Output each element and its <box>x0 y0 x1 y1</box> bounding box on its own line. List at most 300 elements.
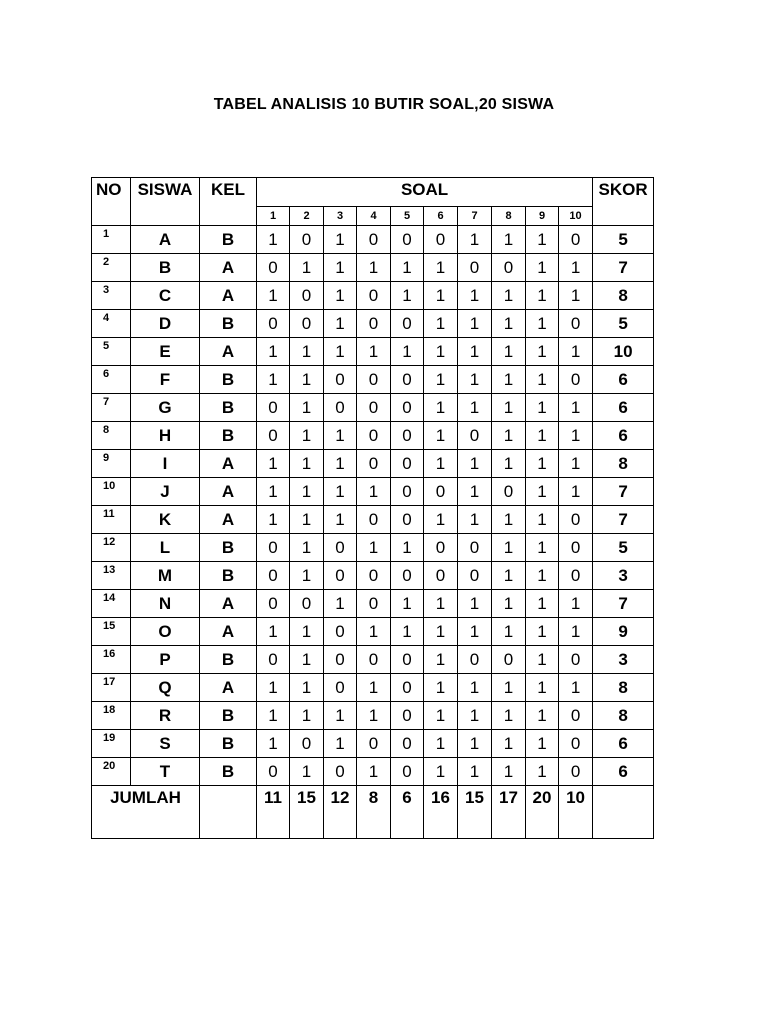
answer-cell: 1 <box>526 226 559 254</box>
answer-cell: 0 <box>559 534 593 562</box>
answer-cell: 1 <box>526 282 559 310</box>
header-soal: SOAL <box>257 178 593 207</box>
header-row <box>92 178 654 207</box>
table-row <box>92 338 654 366</box>
group-cell: B <box>200 534 257 562</box>
answer-cell: 0 <box>357 226 391 254</box>
header-siswa: SISWA <box>131 178 200 226</box>
answer-cell: 0 <box>391 562 424 590</box>
score-cell: 7 <box>593 590 654 618</box>
answer-cell: 1 <box>526 758 559 786</box>
total-cell: 16 <box>424 786 458 839</box>
header-kel: KEL <box>200 178 257 226</box>
answer-cell: 1 <box>458 618 492 646</box>
answer-cell: 0 <box>424 534 458 562</box>
answer-cell: 1 <box>559 590 593 618</box>
question-number: 10 <box>559 207 593 226</box>
answer-cell: 0 <box>324 674 357 702</box>
answer-cell: 1 <box>290 618 324 646</box>
answer-cell: 1 <box>324 282 357 310</box>
score-cell: 5 <box>593 226 654 254</box>
answer-cell: 0 <box>357 282 391 310</box>
group-cell: B <box>200 226 257 254</box>
table-row <box>92 646 654 674</box>
group-cell: B <box>200 366 257 394</box>
answer-cell: 0 <box>357 506 391 534</box>
score-cell: 10 <box>593 338 654 366</box>
answer-cell: 1 <box>424 422 458 450</box>
answer-cell: 0 <box>559 730 593 758</box>
table-row <box>92 450 654 478</box>
total-cell: 11 <box>257 786 290 839</box>
answer-cell: 0 <box>290 310 324 338</box>
table-row <box>92 226 654 254</box>
answer-cell: 1 <box>458 226 492 254</box>
answer-cell: 0 <box>391 310 424 338</box>
answer-cell: 0 <box>324 394 357 422</box>
answer-cell: 1 <box>559 618 593 646</box>
group-cell: B <box>200 422 257 450</box>
row-number: 18 <box>92 702 131 730</box>
answer-cell: 0 <box>290 226 324 254</box>
answer-cell: 1 <box>290 422 324 450</box>
answer-cell: 0 <box>391 730 424 758</box>
score-cell: 6 <box>593 366 654 394</box>
answer-cell: 1 <box>257 226 290 254</box>
answer-cell: 0 <box>290 730 324 758</box>
header-skor: SKOR <box>593 178 654 226</box>
answer-cell: 1 <box>526 618 559 646</box>
answer-cell: 1 <box>324 422 357 450</box>
group-cell: A <box>200 506 257 534</box>
score-cell: 9 <box>593 618 654 646</box>
total-row <box>92 786 654 839</box>
group-cell: A <box>200 590 257 618</box>
group-cell: A <box>200 338 257 366</box>
answer-cell: 1 <box>492 450 526 478</box>
answer-cell: 1 <box>526 422 559 450</box>
answer-cell: 1 <box>458 478 492 506</box>
answer-cell: 1 <box>492 534 526 562</box>
answer-cell: 1 <box>290 562 324 590</box>
answer-cell: 0 <box>391 702 424 730</box>
group-cell: B <box>200 562 257 590</box>
score-cell: 3 <box>593 562 654 590</box>
answer-cell: 0 <box>559 310 593 338</box>
student-name: J <box>131 478 200 506</box>
answer-cell: 0 <box>559 702 593 730</box>
table-row <box>92 590 654 618</box>
answer-cell: 1 <box>458 674 492 702</box>
answer-cell: 0 <box>324 758 357 786</box>
answer-cell: 1 <box>526 506 559 534</box>
answer-cell: 0 <box>391 478 424 506</box>
answer-cell: 1 <box>324 310 357 338</box>
table-row <box>92 562 654 590</box>
answer-cell: 0 <box>391 758 424 786</box>
answer-cell: 1 <box>559 338 593 366</box>
header-no: NO <box>92 178 131 226</box>
answer-cell: 1 <box>290 674 324 702</box>
score-cell: 7 <box>593 254 654 282</box>
answer-cell: 1 <box>492 338 526 366</box>
answer-cell: 0 <box>559 226 593 254</box>
score-cell: 6 <box>593 730 654 758</box>
answer-cell: 1 <box>526 366 559 394</box>
answer-cell: 1 <box>257 366 290 394</box>
row-number: 13 <box>92 562 131 590</box>
answer-cell: 1 <box>290 534 324 562</box>
answer-cell: 1 <box>559 282 593 310</box>
table-row <box>92 674 654 702</box>
answer-cell: 1 <box>357 618 391 646</box>
answer-cell: 0 <box>559 758 593 786</box>
analysis-table <box>91 177 654 839</box>
answer-cell: 1 <box>492 758 526 786</box>
answer-cell: 0 <box>357 310 391 338</box>
student-name: H <box>131 422 200 450</box>
answer-cell: 1 <box>526 562 559 590</box>
student-name: D <box>131 310 200 338</box>
answer-cell: 1 <box>391 254 424 282</box>
answer-cell: 1 <box>424 254 458 282</box>
answer-cell: 1 <box>290 702 324 730</box>
answer-cell: 1 <box>526 310 559 338</box>
table-row <box>92 618 654 646</box>
answer-cell: 1 <box>424 646 458 674</box>
answer-cell: 1 <box>492 702 526 730</box>
answer-cell: 0 <box>458 254 492 282</box>
answer-cell: 0 <box>257 394 290 422</box>
answer-cell: 1 <box>492 618 526 646</box>
score-cell: 6 <box>593 422 654 450</box>
answer-cell: 0 <box>257 254 290 282</box>
answer-cell: 1 <box>391 338 424 366</box>
answer-cell: 1 <box>458 506 492 534</box>
group-cell: B <box>200 646 257 674</box>
answer-cell: 0 <box>492 646 526 674</box>
score-cell: 8 <box>593 702 654 730</box>
answer-cell: 1 <box>424 394 458 422</box>
group-cell: A <box>200 618 257 646</box>
answer-cell: 1 <box>324 338 357 366</box>
total-cell: 17 <box>492 786 526 839</box>
student-name: G <box>131 394 200 422</box>
answer-cell: 0 <box>357 366 391 394</box>
answer-cell: 0 <box>357 394 391 422</box>
answer-cell: 1 <box>424 366 458 394</box>
score-cell: 5 <box>593 534 654 562</box>
student-name: B <box>131 254 200 282</box>
row-number: 1 <box>92 226 131 254</box>
question-number: 6 <box>424 207 458 226</box>
answer-cell: 1 <box>559 254 593 282</box>
question-number: 1 <box>257 207 290 226</box>
answer-cell: 1 <box>526 478 559 506</box>
answer-cell: 1 <box>391 618 424 646</box>
answer-cell: 1 <box>290 646 324 674</box>
score-cell: 8 <box>593 674 654 702</box>
answer-cell: 0 <box>391 422 424 450</box>
score-cell: 7 <box>593 478 654 506</box>
total-cell: 20 <box>526 786 559 839</box>
table-row <box>92 730 654 758</box>
answer-cell: 0 <box>458 646 492 674</box>
group-cell: A <box>200 450 257 478</box>
answer-cell: 0 <box>559 646 593 674</box>
total-cell: 15 <box>290 786 324 839</box>
answer-cell: 0 <box>492 254 526 282</box>
answer-cell: 1 <box>526 254 559 282</box>
answer-cell: 0 <box>257 422 290 450</box>
answer-cell: 1 <box>357 702 391 730</box>
answer-cell: 1 <box>458 450 492 478</box>
answer-cell: 1 <box>458 702 492 730</box>
group-cell: A <box>200 674 257 702</box>
answer-cell: 1 <box>357 254 391 282</box>
answer-cell: 0 <box>257 310 290 338</box>
question-number: 3 <box>324 207 357 226</box>
answer-cell: 0 <box>458 422 492 450</box>
answer-cell: 1 <box>492 674 526 702</box>
answer-cell: 1 <box>526 730 559 758</box>
answer-cell: 1 <box>424 674 458 702</box>
answer-cell: 1 <box>492 422 526 450</box>
answer-cell: 0 <box>357 646 391 674</box>
answer-cell: 1 <box>324 590 357 618</box>
table-row <box>92 534 654 562</box>
answer-cell: 1 <box>290 506 324 534</box>
answer-cell: 0 <box>391 394 424 422</box>
answer-cell: 1 <box>492 562 526 590</box>
table-row <box>92 478 654 506</box>
answer-cell: 0 <box>257 590 290 618</box>
answer-cell: 1 <box>424 338 458 366</box>
answer-cell: 1 <box>526 674 559 702</box>
answer-cell: 1 <box>357 338 391 366</box>
answer-cell: 0 <box>391 646 424 674</box>
answer-cell: 0 <box>257 758 290 786</box>
answer-cell: 1 <box>458 758 492 786</box>
row-number: 11 <box>92 506 131 534</box>
answer-cell: 0 <box>357 422 391 450</box>
answer-cell: 0 <box>424 226 458 254</box>
score-cell: 5 <box>593 310 654 338</box>
answer-cell: 1 <box>391 282 424 310</box>
question-number: 8 <box>492 207 526 226</box>
score-cell: 8 <box>593 450 654 478</box>
total-kel-empty <box>200 786 257 839</box>
answer-cell: 1 <box>391 534 424 562</box>
answer-cell: 0 <box>391 506 424 534</box>
score-cell: 3 <box>593 646 654 674</box>
answer-cell: 1 <box>257 618 290 646</box>
answer-cell: 1 <box>324 478 357 506</box>
answer-cell: 1 <box>458 730 492 758</box>
answer-cell: 1 <box>492 730 526 758</box>
answer-cell: 1 <box>424 310 458 338</box>
answer-cell: 1 <box>290 338 324 366</box>
answer-cell: 1 <box>257 478 290 506</box>
student-name: O <box>131 618 200 646</box>
answer-cell: 0 <box>559 562 593 590</box>
answer-cell: 0 <box>391 674 424 702</box>
answer-cell: 0 <box>391 366 424 394</box>
answer-cell: 0 <box>290 590 324 618</box>
student-name: T <box>131 758 200 786</box>
row-number: 5 <box>92 338 131 366</box>
answer-cell: 1 <box>257 338 290 366</box>
table-row <box>92 422 654 450</box>
answer-cell: 1 <box>424 618 458 646</box>
answer-cell: 0 <box>424 562 458 590</box>
student-name: Q <box>131 674 200 702</box>
row-number: 10 <box>92 478 131 506</box>
answer-cell: 1 <box>424 450 458 478</box>
answer-cell: 1 <box>290 394 324 422</box>
answer-cell: 1 <box>290 254 324 282</box>
answer-cell: 1 <box>324 254 357 282</box>
answer-cell: 1 <box>526 338 559 366</box>
answer-cell: 1 <box>424 282 458 310</box>
total-cell: 12 <box>324 786 357 839</box>
answer-cell: 1 <box>257 702 290 730</box>
row-number: 16 <box>92 646 131 674</box>
answer-cell: 1 <box>424 758 458 786</box>
answer-cell: 1 <box>458 366 492 394</box>
answer-cell: 0 <box>391 226 424 254</box>
total-label: JUMLAH <box>92 786 200 839</box>
student-name: I <box>131 450 200 478</box>
answer-cell: 0 <box>559 366 593 394</box>
total-cell: 15 <box>458 786 492 839</box>
answer-cell: 1 <box>357 758 391 786</box>
answer-cell: 1 <box>458 310 492 338</box>
group-cell: A <box>200 254 257 282</box>
answer-cell: 0 <box>257 562 290 590</box>
student-name: M <box>131 562 200 590</box>
question-number: 7 <box>458 207 492 226</box>
answer-cell: 0 <box>324 366 357 394</box>
answer-cell: 0 <box>391 450 424 478</box>
student-name: E <box>131 338 200 366</box>
answer-cell: 1 <box>526 646 559 674</box>
answer-cell: 1 <box>290 366 324 394</box>
answer-cell: 0 <box>324 562 357 590</box>
row-number: 7 <box>92 394 131 422</box>
answer-cell: 0 <box>324 618 357 646</box>
answer-cell: 0 <box>424 478 458 506</box>
answer-cell: 1 <box>526 702 559 730</box>
row-number: 19 <box>92 730 131 758</box>
table-row <box>92 506 654 534</box>
row-number: 15 <box>92 618 131 646</box>
answer-cell: 1 <box>526 450 559 478</box>
answer-cell: 1 <box>257 730 290 758</box>
answer-cell: 1 <box>324 450 357 478</box>
group-cell: B <box>200 730 257 758</box>
group-cell: B <box>200 758 257 786</box>
student-name: L <box>131 534 200 562</box>
answer-cell: 1 <box>257 674 290 702</box>
answer-cell: 1 <box>559 450 593 478</box>
row-number: 14 <box>92 590 131 618</box>
answer-cell: 1 <box>324 226 357 254</box>
answer-cell: 0 <box>357 590 391 618</box>
answer-cell: 1 <box>559 478 593 506</box>
row-number: 2 <box>92 254 131 282</box>
table-row <box>92 310 654 338</box>
answer-cell: 1 <box>492 282 526 310</box>
answer-cell: 1 <box>324 506 357 534</box>
answer-cell: 1 <box>492 366 526 394</box>
student-name: P <box>131 646 200 674</box>
row-number: 20 <box>92 758 131 786</box>
answer-cell: 1 <box>324 730 357 758</box>
answer-cell: 1 <box>357 534 391 562</box>
table-row <box>92 758 654 786</box>
row-number: 6 <box>92 366 131 394</box>
answer-cell: 0 <box>458 562 492 590</box>
answer-cell: 1 <box>424 590 458 618</box>
row-number: 4 <box>92 310 131 338</box>
answer-cell: 0 <box>357 730 391 758</box>
answer-cell: 1 <box>559 394 593 422</box>
student-name: K <box>131 506 200 534</box>
answer-cell: 0 <box>324 534 357 562</box>
answer-cell: 1 <box>357 674 391 702</box>
answer-cell: 1 <box>424 506 458 534</box>
total-cell: 6 <box>391 786 424 839</box>
total-cell: 8 <box>357 786 391 839</box>
score-cell: 7 <box>593 506 654 534</box>
answer-cell: 0 <box>290 282 324 310</box>
answer-cell: 1 <box>458 338 492 366</box>
student-name: S <box>131 730 200 758</box>
score-cell: 6 <box>593 758 654 786</box>
question-number: 2 <box>290 207 324 226</box>
group-cell: B <box>200 394 257 422</box>
answer-cell: 1 <box>458 394 492 422</box>
answer-cell: 1 <box>559 422 593 450</box>
answer-cell: 1 <box>391 590 424 618</box>
row-number: 3 <box>92 282 131 310</box>
answer-cell: 1 <box>492 590 526 618</box>
answer-cell: 1 <box>559 674 593 702</box>
group-cell: B <box>200 310 257 338</box>
answer-cell: 1 <box>424 702 458 730</box>
answer-cell: 1 <box>424 730 458 758</box>
row-number: 8 <box>92 422 131 450</box>
table-row <box>92 282 654 310</box>
question-number: 4 <box>357 207 391 226</box>
answer-cell: 1 <box>526 534 559 562</box>
group-cell: B <box>200 702 257 730</box>
student-name: F <box>131 366 200 394</box>
total-skor-empty <box>593 786 654 839</box>
answer-cell: 0 <box>458 534 492 562</box>
answer-cell: 0 <box>257 534 290 562</box>
answer-cell: 0 <box>357 450 391 478</box>
table-row <box>92 702 654 730</box>
row-number: 12 <box>92 534 131 562</box>
table-row <box>92 254 654 282</box>
answer-cell: 1 <box>458 590 492 618</box>
score-cell: 6 <box>593 394 654 422</box>
answer-cell: 1 <box>492 226 526 254</box>
total-cell: 10 <box>559 786 593 839</box>
question-number: 5 <box>391 207 424 226</box>
